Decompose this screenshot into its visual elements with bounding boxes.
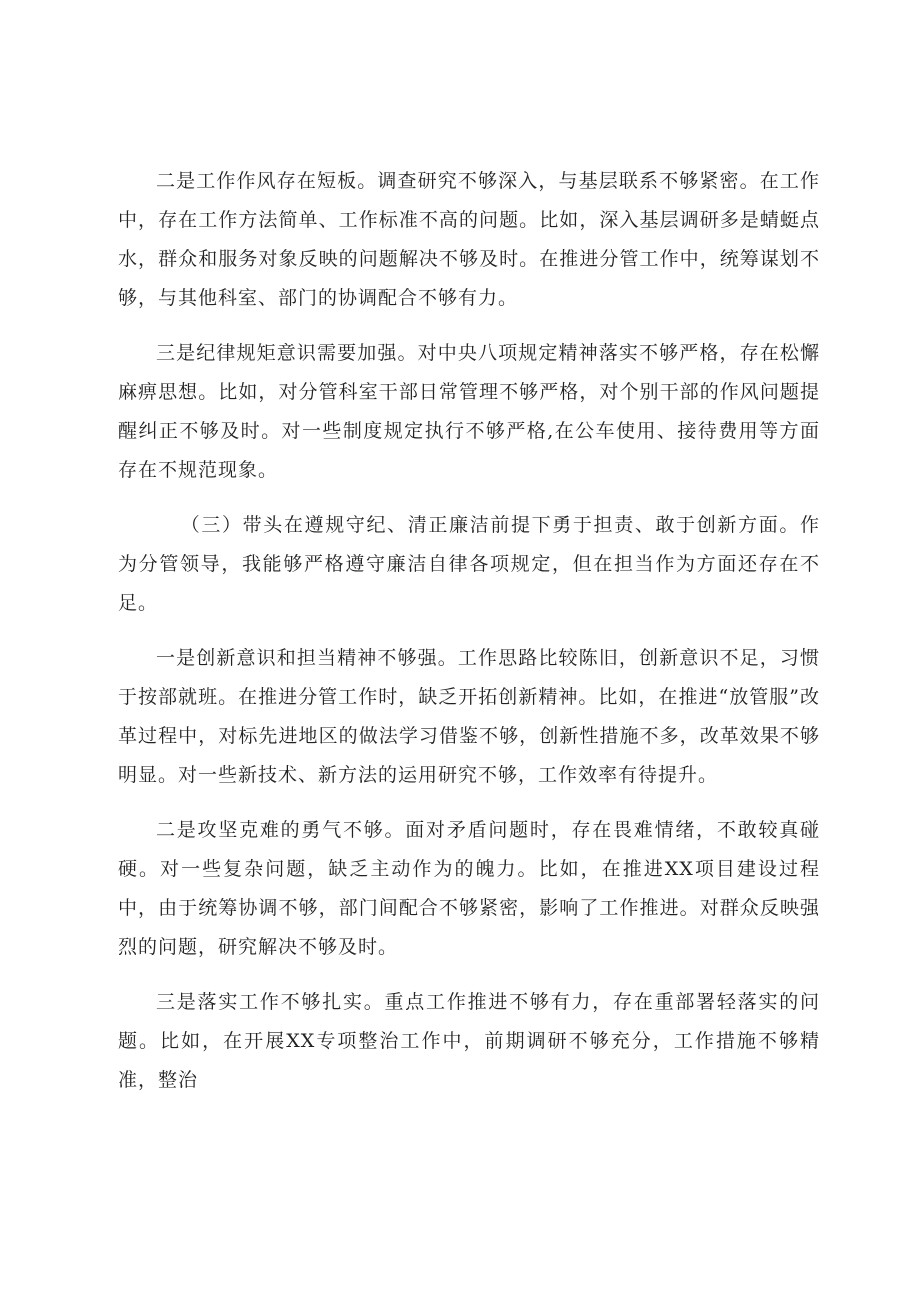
section-heading-paragraph: （三）带头在遵规守纪、清正廉洁前提下勇于担责、敢于创新方面。作为分管领导，我能够严格遵守廉洁自律各项规定，但在担当作为方面还存在不足。 (118, 514, 820, 614)
paragraph-innovation: 一是创新意识和担当精神不够强。工作思路比较陈旧，创新意识不足，习惯于按部就班。在推进分管工作时，缺乏开拓创新精神。比如，在推进“放管服”改革过程中，对标先进地区的做法学习借鉴不够，创新性措施不多，改革效果不够明显。对一些新技术、新方法的运用研究不够，工作效率有待提升。 (118, 647, 820, 786)
paragraph-implementation: 三是落实工作不够扎实。重点工作推进不够有力，存在重部署轻落实的问题。比如，在开展XX专项整治工作中，前期调研不够充分，工作措施不够精准，整治 (118, 991, 820, 1091)
paragraph-courage: 二是攻坚克难的勇气不够。面对矛盾问题时，存在畏难情绪，不敢较真碰硬。对一些复杂问题，缺乏主动作为的魄力。比如，在推进XX项目建设过程中，由于统筹协调不够，部门间配合不够紧密，影响了工作推进。对群众反映强烈的问题，研究解决不够及时。 (118, 819, 820, 958)
paragraph-discipline: 三是纪律规矩意识需要加强。对中央八项规定精神落实不够严格，存在松懈麻痹思想。比如，对分管科室干部日常管理不够严格，对个别干部的作风问题提醒纠正不够及时。对一些制度规定执行不够严格,在公车使用、接待费用等方面存在不规范现象。 (118, 342, 820, 481)
document-body (118, 162, 820, 1116)
paragraph-work-style: 二是工作作风存在短板。调查研究不够深入，与基层联系不够紧密。在工作中，存在工作方法简单、工作标准不高的问题。比如，深入基层调研多是蜻蜓点水，群众和服务对象反映的问题解决不够及时。在推进分管工作中，统筹谋划不够，与其他科室、部门的协调配合不够有力。 (118, 170, 820, 309)
